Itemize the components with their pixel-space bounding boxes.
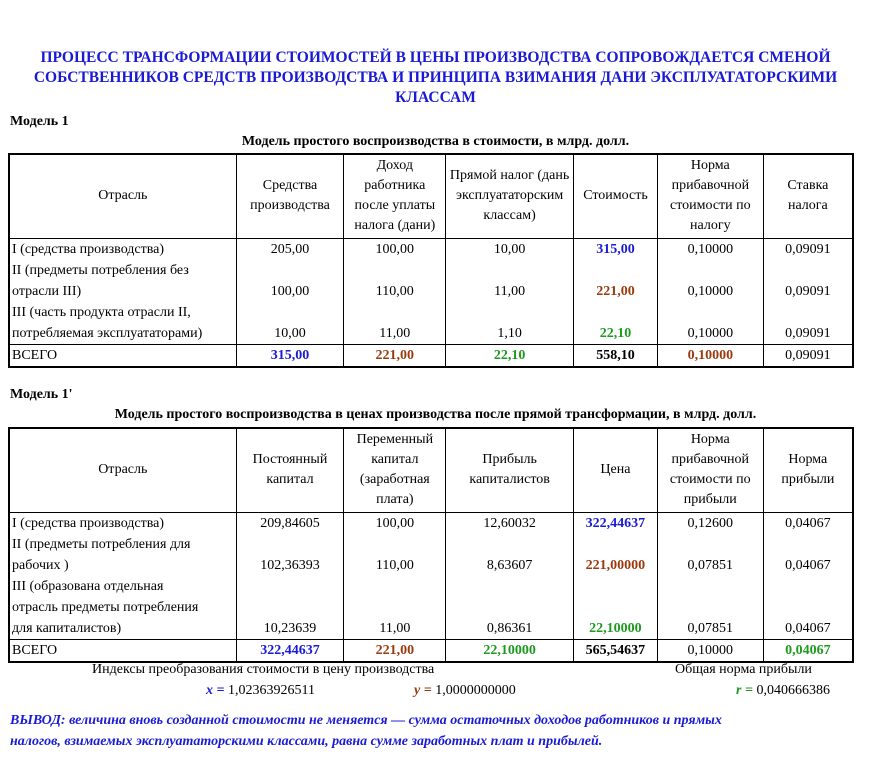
- model1-header-tax-rate: Ставка налога: [763, 154, 853, 238]
- model1-header-income: Доход работника после уплаты налога (дани): [344, 154, 446, 238]
- model1-caption: Модель простого воспроизводства в стоимости, в млрд. долл.: [241, 134, 630, 149]
- cell: 0,04067: [763, 576, 853, 640]
- cell: 221,00: [574, 260, 658, 302]
- cell: 221,00000: [573, 534, 657, 576]
- table-row: [9, 302, 853, 345]
- model2-header-profit-rate: Норма прибыли: [763, 428, 853, 512]
- model1-header-sector: Отрасль: [9, 154, 236, 238]
- cell: 22,10: [446, 344, 574, 367]
- cell: 22,10000: [446, 639, 574, 662]
- cell: 100,00: [344, 238, 446, 260]
- x-label: x =: [206, 683, 225, 698]
- table-row: [9, 576, 853, 640]
- cell: 0,09091: [763, 344, 853, 367]
- cell: 0,09091: [763, 238, 853, 260]
- cell: 12,60032: [446, 512, 574, 534]
- cell: 209,84605: [236, 512, 344, 534]
- cell: 0,12600: [657, 512, 763, 534]
- row-label: II (предметы потребления для рабочих ): [9, 534, 236, 576]
- cell: 0,04067: [763, 639, 853, 662]
- total-label: ВСЕГО: [9, 639, 236, 662]
- cell: 102,36393: [236, 534, 344, 576]
- y-label: y =: [414, 683, 432, 698]
- cell: 0,10000: [657, 238, 763, 260]
- y-index: [414, 683, 516, 699]
- model2-header-row: [9, 428, 853, 512]
- cell: 10,23639: [236, 576, 344, 640]
- cell: 565,54637: [573, 639, 657, 662]
- cell: 10,00: [446, 238, 574, 260]
- cell: 0,07851: [657, 534, 763, 576]
- cell: 221,00: [344, 344, 446, 367]
- indices-caption: Индексы преобразования стоимости в цену производства: [92, 662, 435, 677]
- cell: 221,00: [344, 639, 446, 662]
- model1-header-means: Средства производства: [236, 154, 344, 238]
- table-row: [9, 260, 853, 302]
- total-row: [9, 639, 853, 662]
- model1-table: [8, 153, 854, 368]
- model2-label: Модель 1': [10, 387, 73, 402]
- cell: 315,00: [574, 238, 658, 260]
- model2-caption: Модель простого воспроизводства в ценах производства после прямой трансформации, в млрд. долл.: [114, 407, 757, 422]
- model2-header-variable-capital: Переменный капитал (заработная плата): [344, 428, 446, 512]
- page-title: ПРОЦЕСС ТРАНСФОРМАЦИИ СТОИМОСТЕЙ В ЦЕНЫ ПРОИЗВОДСТВА СОПРОВОЖДАЕТСЯ СМЕНОЙ СОБСТВЕННИКОВ СРЕДСТВ ПРОИЗВОДСТВА И ПРИНЦИПА ВЗИМАНИЯ ДАНИ ЭКСПЛУАТАТОРСКИМИ КЛАССАМ: [33, 49, 838, 106]
- cell: 11,00: [344, 576, 446, 640]
- cell: 0,09091: [763, 302, 853, 345]
- row-label: II (предметы потребления без отрасли III): [9, 260, 236, 302]
- cell: 22,10: [574, 302, 658, 345]
- model1-header-surplus-rate: Норма прибавочной стоимости по налогу: [657, 154, 763, 238]
- r-index: [736, 683, 830, 699]
- cell: 0,10000: [657, 639, 763, 662]
- model2-header-surplus-rate: Норма прибавочной стоимости по прибыли: [657, 428, 763, 512]
- cell: 322,44637: [573, 512, 657, 534]
- cell: 0,07851: [657, 576, 763, 640]
- model2-header-constant-capital: Постоянный капитал: [236, 428, 344, 512]
- model1-header-row: [9, 154, 853, 238]
- cell: 0,10000: [657, 344, 763, 367]
- model2-header-sector: Отрасль: [9, 428, 236, 512]
- row-label: III (образована отдельная отрасль предметы потребления для капиталистов): [9, 576, 236, 640]
- cell: 205,00: [236, 238, 344, 260]
- model2-table: [8, 427, 854, 663]
- cell: 0,10000: [657, 260, 763, 302]
- total-label: ВСЕГО: [9, 344, 236, 367]
- table-row: [9, 512, 853, 534]
- y-value: 1,0000000000: [435, 683, 516, 698]
- cell: 0,09091: [763, 260, 853, 302]
- cell: 0,86361: [446, 576, 574, 640]
- cell: 11,00: [446, 260, 574, 302]
- cell: 8,63607: [446, 534, 574, 576]
- row-label: III (часть продукта отрасли II, потребляемая эксплуататорами): [9, 302, 236, 345]
- profit-rate-caption: Общая норма прибыли: [675, 662, 812, 677]
- row-label: I (средства производства): [9, 512, 236, 534]
- cell: 558,10: [574, 344, 658, 367]
- table-row: [9, 534, 853, 576]
- table-row: [9, 238, 853, 260]
- r-value: 0,040666386: [756, 683, 830, 698]
- cell: 100,00: [236, 260, 344, 302]
- cell: 10,00: [236, 302, 344, 345]
- cell: 0,04067: [763, 512, 853, 534]
- cell: 110,00: [344, 534, 446, 576]
- cell: 100,00: [344, 512, 446, 534]
- conclusion: [10, 710, 860, 752]
- cell: 110,00: [344, 260, 446, 302]
- model2-header-profit: Прибыль капиталистов: [446, 428, 574, 512]
- conclusion-line: налогов, взимаемых эксплуататорскими классами, равна сумме заработных плат и прибылей.: [10, 734, 603, 749]
- model1-header-value: Стоимость: [574, 154, 658, 238]
- x-value: 1,02363926511: [227, 683, 315, 698]
- cell: 0,04067: [763, 534, 853, 576]
- r-label: r =: [736, 683, 753, 698]
- cell: 322,44637: [236, 639, 344, 662]
- model1-header-tax: Прямой налог (дань эксплуататорским классам): [446, 154, 574, 238]
- cell: 315,00: [236, 344, 344, 367]
- x-index: [206, 683, 315, 699]
- cell: 22,10000: [573, 576, 657, 640]
- row-label: I (средства производства): [9, 238, 236, 260]
- model2-header-price: Цена: [573, 428, 657, 512]
- cell: 11,00: [344, 302, 446, 345]
- cell: 0,10000: [657, 302, 763, 345]
- model1-label: Модель 1: [10, 114, 69, 129]
- total-row: [9, 344, 853, 367]
- cell: 1,10: [446, 302, 574, 345]
- conclusion-line: ВЫВОД: величина вновь созданной стоимости не меняется — сумма остаточных доходов работников и прямых: [10, 713, 722, 728]
